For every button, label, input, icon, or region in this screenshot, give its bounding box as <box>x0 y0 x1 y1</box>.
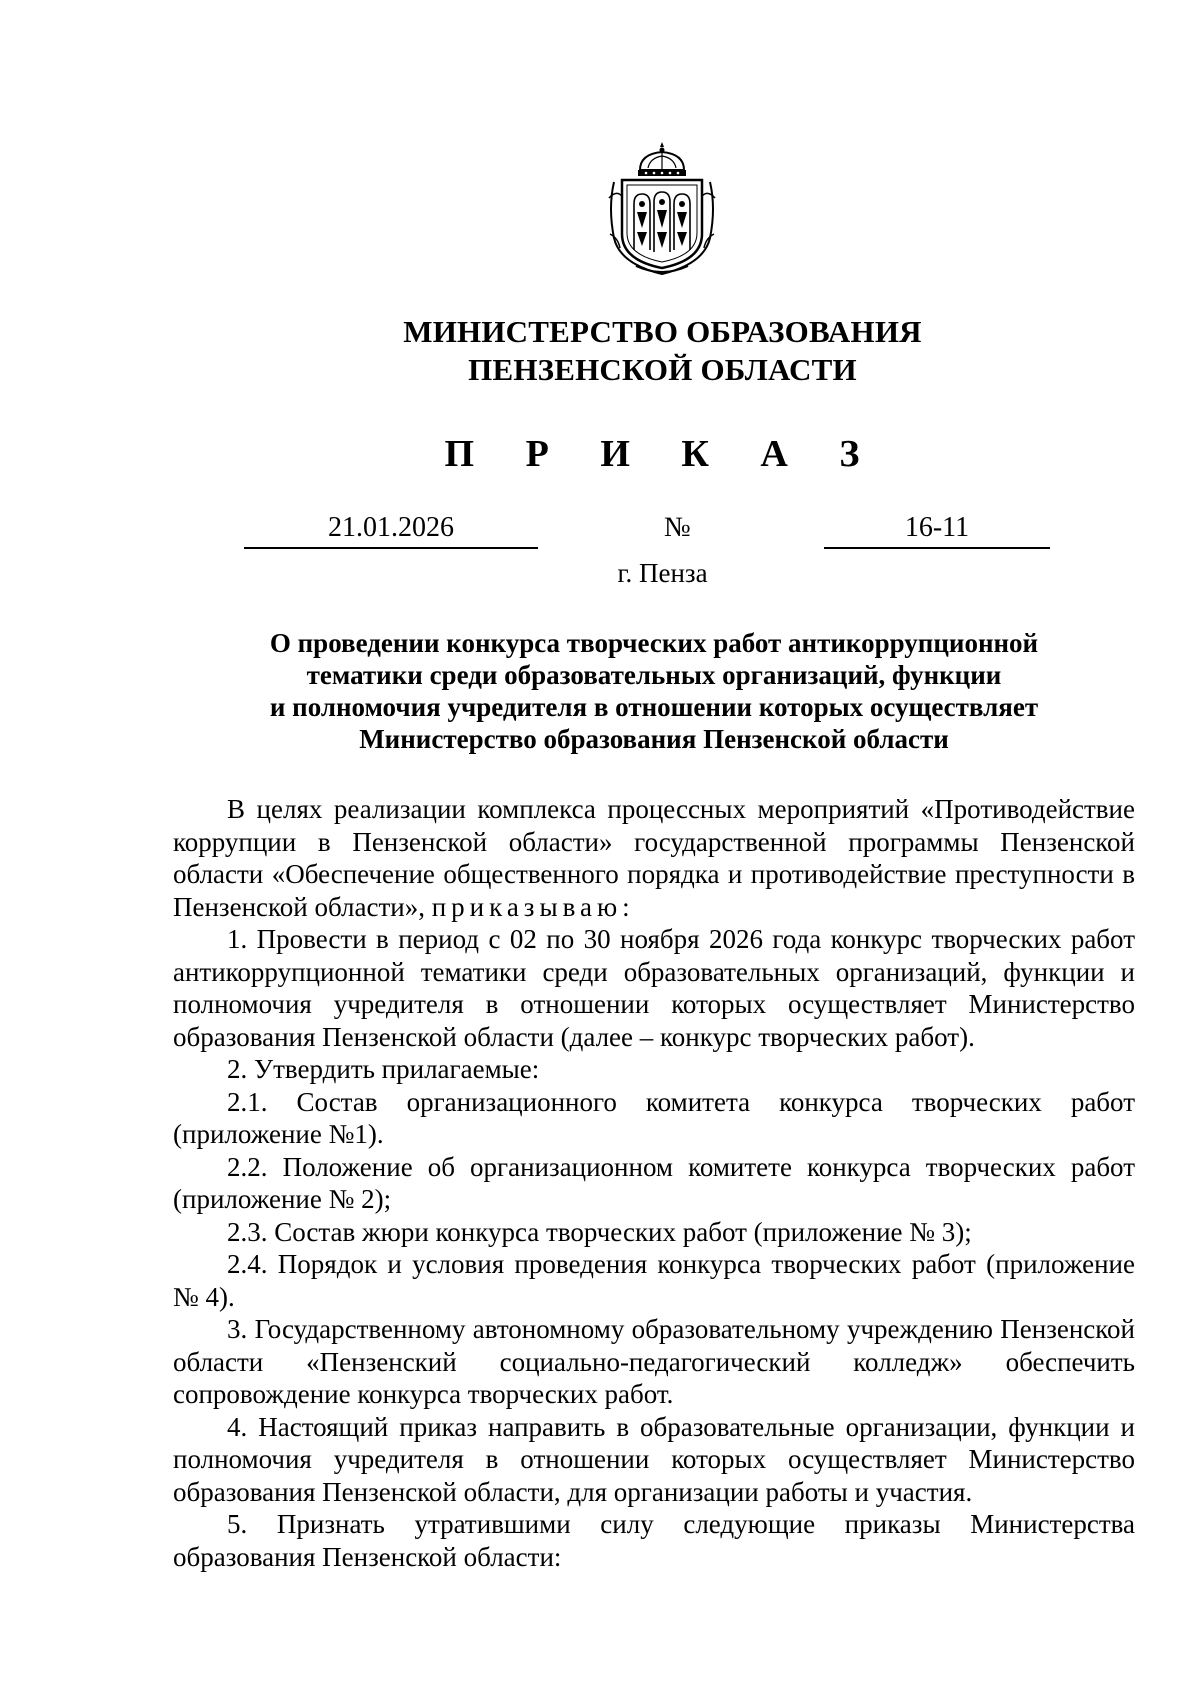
number-sign: № <box>664 512 691 543</box>
ministry-name <box>0 313 1200 389</box>
paragraph-2: 2. Утвердить прилагаемые: <box>227 1054 540 1084</box>
order-title-line-2: тематики среди образовательных организаций, функции <box>306 660 1002 690</box>
ministry-name-line-2: ПЕНЗЕНСКОЙ ОБЛАСТИ <box>468 352 857 387</box>
document-type: П Р И К А З <box>444 433 881 475</box>
coat-of-arms-icon <box>606 138 718 280</box>
order-date: 21.01.2026 <box>244 511 538 549</box>
ministry-name-line-1: МИНИСТЕРСТВО ОБРАЗОВАНИЯ <box>403 314 922 349</box>
paragraph-2-2: 2.2. Положение об организационном комитете конкурса творческих работ (приложение № 2); <box>173 1151 1135 1214</box>
paragraph-3: 3. Государственному автономному образовательному учреждению Пензенской области «Пензенский социально-педагогический колледж» обеспечить сопровождение конкурса творческих работ. <box>173 1314 1135 1409</box>
paragraph-2-1: 2.1. Состав организационного комитета конкурса творческих работ (приложение №1). <box>173 1086 1135 1149</box>
order-title <box>174 627 1134 755</box>
paragraph-4: 4. Настоящий приказ направить в образовательные организации, функции и полномочия учредителя в отношении которых осуществляет Министерство образования Пензенской области, для организации работы и участия. <box>173 1411 1135 1507</box>
intro-text: В целях реализации комплекса процессных мероприятий «Противодействие коррупции в Пензенской области» государственной программы Пензенской области «Обеспечение общественного порядка и противодействие преступности в Пензенской области», <box>173 794 1135 922</box>
order-number: 16-11 <box>824 511 1050 549</box>
order-word: приказываю: <box>431 891 635 922</box>
order-title-line-1: О проведении конкурса творческих работ антикоррупционной <box>269 628 1039 658</box>
city: г. Пенза <box>617 558 708 588</box>
order-body <box>173 793 1135 1573</box>
paragraph-2-4: 2.4. Порядок и условия проведения конкурса творческих работ (приложение № 4). <box>173 1249 1135 1312</box>
intro-paragraph <box>173 793 1135 923</box>
order-title-line-4: Министерство образования Пензенской области <box>359 724 949 754</box>
order-title-line-3: и полномочия учредителя в отношении которых осуществляет <box>269 692 1039 722</box>
paragraph-2-3: 2.3. Состав жюри конкурса творческих работ (приложение № 3); <box>227 1216 972 1247</box>
paragraph-5: 5. Признать утратившими силу следующие приказы Министерства образования Пензенской области: <box>173 1509 1135 1572</box>
paragraph-1: 1. Провести в период с 02 по 30 ноября 2026 года конкурс творческих работ антикоррупционной тематики среди образовательных организаций, функции и полномочия учредителя в отношении которых осуществляет Министерство образования Пензенской области (далее – конкурс творческих работ). <box>173 924 1135 1052</box>
